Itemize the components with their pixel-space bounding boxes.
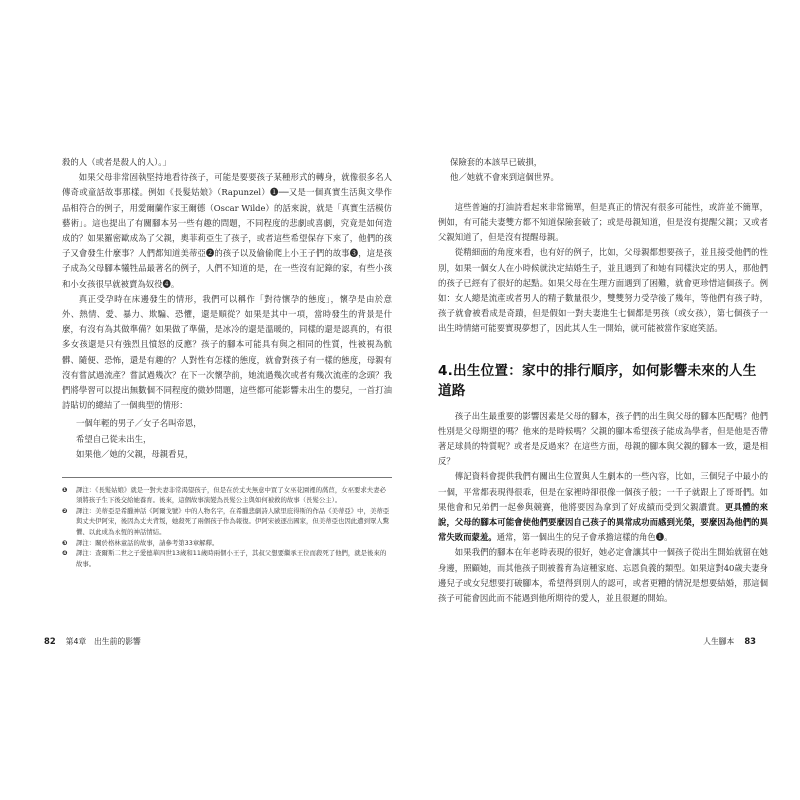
left-poem — [62, 416, 392, 462]
right-poem — [438, 155, 768, 186]
footnote-text: 譯注：查爾斯二世之子愛德華四世13歲和11歲時兩個小王子，其叔父想要繼承王位而殺死了他們，就是後來的故事。 — [76, 549, 387, 568]
para4-bold-text: 更具體的來說，父母的腳本可能會使他們要麼因自己孩子的異常成功而感到光榮，要麼因為他們的異常失敗而蒙羞。 — [438, 501, 769, 543]
footnote-text: 譯注：關於格林童話的故事，請參考第33章解釋。 — [76, 538, 219, 547]
page-number: 83 — [744, 636, 756, 646]
footnote — [62, 538, 392, 549]
running-title: 第4章 出生前的影響 — [65, 637, 141, 646]
poem-line: 他／她就不會來到這個世界。 — [450, 172, 559, 183]
running-title: 人生腳本 — [703, 637, 735, 646]
footnote-marker: ❸ — [62, 538, 68, 547]
right-paragraph-3: 孩子出生最重要的影響因素是父母的腳本，孩子們的出生與父母的腳本匹配嗎？他們性別是父母期望的嗎？他來的是時候嗎？父親的腳本希望孩子能成為學者，但是他是否帶著足球員的特質呢？或者是反過來？在這些方面，母親的腳本與父親的腳本一致，還是相反？ — [438, 410, 768, 467]
right-page — [438, 155, 768, 606]
left-opening-line: 殺的人（或者是殺人的人）。」 — [62, 157, 171, 167]
section-heading: 4.出生位置：家中的排行順序，如何影響未來的人生道路 — [438, 362, 757, 399]
para4-text-b: 通常，第一個出生的兒子會承擔這樣的角色❶。 — [496, 532, 673, 543]
page-number: 82 — [44, 636, 56, 646]
poem-line: 如果他／她的父親，母親看見， — [76, 449, 194, 460]
poem-line: 希望自己從未出生， — [76, 433, 152, 444]
footnote-text: 譯注：《長髮姑娘》就是一對夫妻非常渴望孩子，但是在於丈夫無意中買了女巫花園裡的萵苣，女巫要求夫妻必須將孩子生下後交給她養育。後來，這個故事演變為長髮公主與如何被救的故事（長髮公主）。 — [76, 485, 386, 505]
footnote — [62, 485, 392, 506]
left-paragraph-2: 真正受孕時在床邊發生的情形，我們可以稱作「對待懷孕的態度」，懷孕是由於意外、熱情、愛、暴力、欺騙、恐懼，還是順從？如果是其中一項，當時發生的背景是什麼，有沒有為其做準備？如果做了準備，是冰冷的還是溫暖的，同樣的還是認真的，有很多女孩還是只有強烈且憤怒的反應？孩子的腳本可能具有與之相同的性質，性被視為骯髒、隨便、恐怖，還是有趣的？人對性有怎樣的態度，就會對孩子有一樣的態度，母親有沒有嘗試過流產？嘗試過幾次？在下一次懷孕前，她流過幾次或者有幾次流產的念頭？我們將學習可以提出無數個不同程度的微妙問題，這些都可能影響未出生的嬰兒，一首打油詩貼切的總結了一個典型的情形： — [62, 293, 392, 411]
right-footer — [703, 636, 756, 647]
right-paragraph-5: 如果我們的腳本在年老時表現的很好，她必定會讓其中一個孩子從出生開始就留在她身邊，照顧她，而其他孩子則被養育為這種家庭、忘恩負義的類型。如果這對40歲夫妻身邊兒子或女兒想要打破腳本，希望得到別人的認可，或者更糟的情況是想要結婚，那這個孩子可能會因此而不能遇到他所期待的愛人，並且很遲的開始。 — [438, 547, 768, 604]
footnote-marker: ❶ — [62, 485, 68, 494]
footnote — [62, 548, 392, 569]
left-page — [62, 155, 392, 569]
left-footer — [44, 636, 141, 647]
left-paragraph-1: 如果父母非常固執堅持地看待孩子，可能是要要孩子某種形式的轉身，就像很多名人傳奇或童話故事那樣。例如《長髮姑娘》（Rapunzel）❶──又是一個真實生活與文學作品相符合的例子，用愛爾蘭作家王爾德（Oscar Wilde）的話來說，就是「真實生活模仿藝術」。這也提出了有關腳本另一些有趣的問題，不同程度的悲劇或喜劇，究竟是如何造成的？如果羅密歐成為了父親，奧菲莉亞生了孩子，或者這些希望保存下來了，他們的孩子又會發生什麼事？人們都知道美蒂亞❷的孩子以及偷偷爬上小王子們的故事❸，這是孩子成為父母腳本犧牲品最著名的例子，人們不知道的是，在一些沒有記錄的家，有些小孩和小女孩很早就被賣為奴役❹。 — [62, 172, 392, 289]
footnote — [62, 506, 392, 538]
poem-line: 一個年輕的男子／女子名叫帝恩， — [76, 418, 202, 429]
right-paragraph-4 — [438, 469, 768, 545]
right-paragraph-2: 從精細面的角度來看，也有好的例子，比如，父母親都想要孩子，並且接受他們的性別，如果一個女人在小時候就決定結婚生子，並且遇到了和她有同樣決定的男人，那他們的孩子已經有了很好的起點。如果父母在生理方面遇到了困難，就會更珍惜這個孩子。例如：女人總是流產或者男人的精子數量很少，雙雙努力受孕後了幾年，等他們有孩子時，孩子就會被看成是奇蹟，但是假如一對夫妻進生七個都是男孩（或女孩），第七個孩子一出生時情緒可能要實現夢想了，因此其人生一開始，就可能被當作家庭笑話。 — [438, 247, 768, 334]
poem-line: 保險套的本該早已破損， — [450, 157, 543, 167]
footnote-marker: ❷ — [62, 506, 68, 515]
footnote-marker: ❹ — [62, 549, 68, 558]
footnotes — [62, 477, 392, 570]
footnote-text: 譯注：美蒂亞是希臘神話《阿爾戈號》中的人物名字，在希臘悲劇詩人歐里庇得斯的作品《美蒂亞》中，美蒂亞與丈夫伊阿宋，後因為丈夫背叛，她殺死了兩個孩子作為報復。伊阿宋被逐出國家，但美蒂亞也因此遭到眾人驚懼、以此成為永恆的神話情結。 — [76, 506, 390, 537]
para4-text-a: 傳記資料會提供我們有關出生位置與人生劇本的一些內容，比如，三個兒子中最小的一個，平常都表現得很乖，但是在家裡時卻很像一個孩子般；一千子就跟上了哥哥們。如果他會和兄弟們一起參與競賽，他將要因為拿到了好成績而受到父親讚賞。 — [438, 471, 768, 512]
right-paragraph-1: 這些普遍的打油詩看起來非常簡單，但是真正的情況有很多可能性，或許並不簡單，例如，有可能夫妻雙方都不知道保險套破了；或是母親知道，但是沒有提醒父親；又或者父親知道了，但是沒有提醒母親。 — [438, 201, 768, 243]
